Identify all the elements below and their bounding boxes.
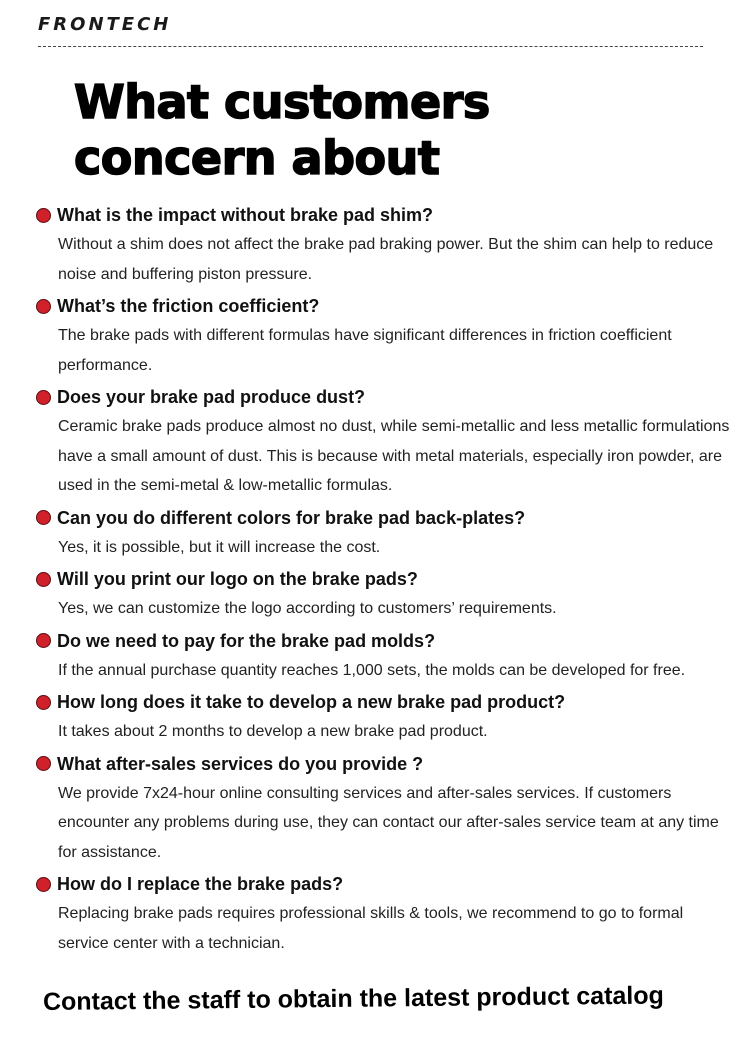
faq-answer: It takes about 2 months to develop a new brake pad product.: [58, 723, 488, 740]
faq-question: Does your brake pad produce dust?: [57, 387, 366, 407]
page-title: What customers concern about: [74, 75, 490, 185]
red-bullet-icon: [36, 208, 51, 223]
red-bullet-icon: [36, 695, 51, 710]
faq-answer: Yes, it is possible, but it will increase the cost.: [58, 538, 381, 556]
faq-answer: Without a shim does not affect the brake pad braking power. But the shim can help to reduce noise and buffering piston pressure.: [58, 236, 714, 283]
faq-item: [36, 382, 736, 501]
red-bullet-icon: [36, 756, 51, 771]
faq-question: What after-sales services do you provide ?: [57, 753, 424, 774]
red-bullet-icon: [36, 877, 51, 892]
red-bullet-icon: [36, 572, 51, 587]
faq-answer: The brake pads with different formulas have significant differences in friction coefficient performance.: [58, 327, 672, 374]
faq-item: [36, 200, 736, 289]
red-bullet-icon: [36, 299, 51, 314]
faq-item: [36, 564, 736, 624]
red-bullet-icon: [36, 390, 51, 405]
faq-answer: Ceramic brake pads produce almost no dust, while semi-metallic and less metallic formulations have a small amount of dust. This is because with metal materials, especially iron powder, are used in the semi-metal & low-metallic formulas.: [58, 418, 730, 494]
faq-item: [36, 869, 736, 958]
faq-answer: We provide 7x24-hour online consulting services and after-sales services. If customers encounter any problems during use, they can contact our after-sales service team at any time for assistance.: [58, 784, 719, 861]
faq-list: [36, 200, 736, 958]
faq-question: How long does it take to develop a new brake pad product?: [57, 692, 566, 712]
faq-answer: Yes, we can customize the logo according to customers’ requirements.: [58, 600, 557, 617]
faq-item: [36, 687, 736, 747]
red-bullet-icon: [36, 633, 51, 648]
faq-item: [36, 503, 736, 563]
faq-question: Will you print our logo on the brake pads?: [57, 569, 418, 589]
red-bullet-icon: [36, 510, 51, 525]
faq-answer: Replacing brake pads requires professional skills & tools, we recommend to go to formal service center with a technician.: [58, 905, 684, 952]
faq-question: Can you do different colors for brake pad back-plates?: [57, 507, 526, 528]
faq-item: [36, 626, 736, 686]
faq-item: [36, 749, 736, 868]
brand-divider: [38, 46, 703, 47]
catalog-call-to-action: Contact the staff to obtain the latest product catalog: [42, 981, 664, 1016]
faq-question: What’s the friction coefficient?: [57, 296, 320, 316]
faq-item: [36, 291, 736, 380]
faq-question: What is the impact without brake pad shim?: [57, 205, 434, 225]
faq-question: How do I replace the brake pads?: [57, 874, 344, 894]
faq-question: Do we need to pay for the brake pad molds?: [57, 630, 436, 651]
faq-answer: If the annual purchase quantity reaches 1,000 sets, the molds can be developed for free.: [58, 661, 686, 679]
brand-logo-text: FRONTECH: [38, 14, 172, 35]
